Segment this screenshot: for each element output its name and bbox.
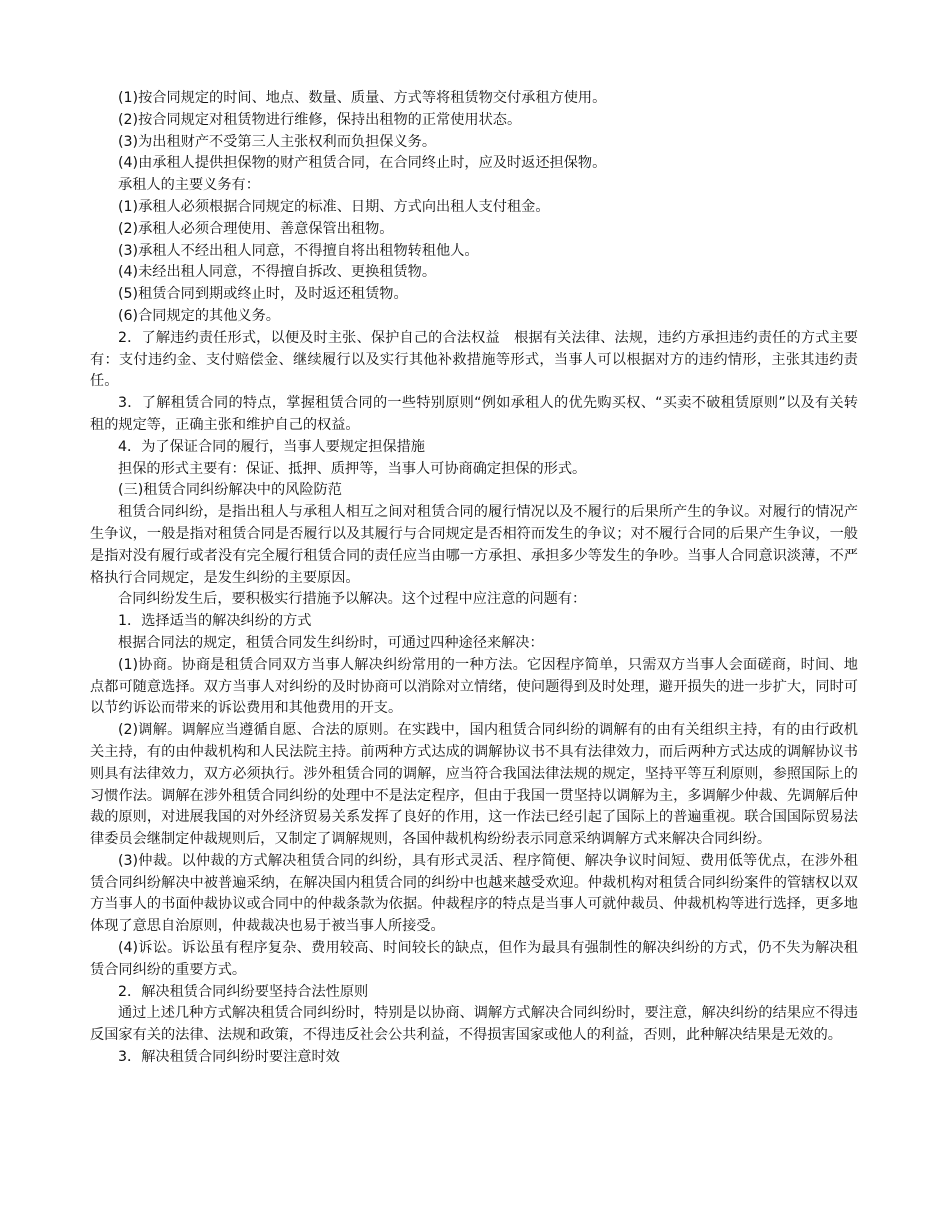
paragraph: (4)由承租人提供担保物的财产租赁合同，在合同终止时，应及时返还担保物。: [118, 155, 607, 172]
paragraph: (6)合同规定的其他义务。: [118, 307, 280, 324]
paragraph: (2)承租人必须合理使用、善意保管出租物。: [118, 220, 394, 237]
paragraph: 合同纠纷发生后，要积极实行措施予以解决。这个过程中应注意的问题有：: [118, 591, 587, 608]
paragraph: (2)调解。调解应当遵循自愿、合法的原则。在实践中，国内租赁合同纠纷的调解有的由有关组织主持，有的由行政机关主持，有的由仲裁机构和人民法院主持。前两种方式达成的调解协议书不具有法律效力，而后两种方式达成的调解协议书则具有法律效力，双方必须执行。涉外租赁合同的调解，应当符合我国法律法规的规定，坚持平等互利原则，参照国际上的习惯作法。调解在涉外租赁合同纠纷的处理中不是法定程序，但由于我国一贯坚持以调解为主，多调解少仲裁、先调解后仲裁的原则，对进展我国的对外经济贸易关系发挥了良好的作用，这一作法已经引起了国际上的普遍重视。联合国国际贸易法律委员会继制定仲裁规则后，又制定了调解规则，各国仲裁机构纷纷表示同意采纳调解方式来解决合同纠纷。: [90, 722, 858, 848]
paragraph: (1)按合同规定的时间、地点、数量、质量、方式等将租赁物交付承租方使用。: [118, 90, 607, 106]
paragraph: 承租人的主要义务有：: [118, 177, 260, 194]
paragraph: (3)承租人不经出租人同意，不得擅自将出租物转租他人。: [118, 242, 479, 259]
paragraph: 2．解决租赁合同纠纷要坚持合法性原则: [118, 983, 369, 1000]
document-body: [90, 88, 858, 1069]
paragraph: (3)仲裁。以仲裁的方式解决租赁合同的纠纷，具有形式灵活、程序简便、解决争议时间短、费用低等优点，在涉外租赁合同纠纷解决中被普遍采纳，在解决国内租赁合同的纠纷中也越来越受欢迎。仲裁机构对租赁合同纠纷案件的管辖权以双方当事人的书面仲裁协议或合同中的仲裁条款为依据。仲裁程序的特点是当事人可就仲裁员、仲裁机构等进行选择，更多地体现了意思自治原则，仲裁裁决也易于被当事人所接受。: [90, 852, 858, 935]
paragraph: 担保的形式主要有：保证、抵押、质押等，当事人可协商确定担保的形式。: [118, 460, 587, 477]
paragraph: 1．选择适当的解决纠纷的方式: [118, 613, 312, 630]
section-heading: (三)租赁合同纠纷解决中的风险防范: [118, 482, 342, 499]
paragraph: (2)按合同规定对租赁物进行维修，保持出租物的正常使用状态。: [118, 111, 522, 128]
paragraph: 2．了解违约责任形式，以便及时主张、保护自己的合法权益 根据有关法律、法规，违约方承担违约责任的方式主要有：支付违约金、支付赔偿金、继续履行以及实行其他补救措施等形式，当事人可以根据对方的违约情形，主张其违约责任。: [90, 329, 858, 390]
paragraph: (4)未经出租人同意，不得擅自拆改、更换租赁物。: [118, 264, 437, 281]
paragraph: 通过上述几种方式解决租赁合同纠纷时，特别是以协商、调解方式解决合同纠纷时，要注意，解决纠纷的结果应不得违反国家有关的法律、法规和政策，不得违反社会公共利益，不得损害国家或他人的利益，否则，此种解决结果是无效的。: [90, 1005, 858, 1044]
paragraph: (1)协商。协商是租赁合同双方当事人解决纠纷常用的一种方法。它因程序简单，只需双方当事人会面磋商，时间、地点都可随意选择。双方当事人对纠纷的及时协商可以消除对立情绪，使问题得到及时处理，避开损失的进一步扩大，同时可以节约诉讼而带来的诉讼费用和其他费用的开支。: [90, 656, 858, 717]
paragraph: 3．了解租赁合同的特点，掌握租赁合同的一些特别原则“例如承租人的优先购买权、“买卖不破租赁原则”以及有关转租的规定等，正确主张和维护自己的权益。: [90, 395, 858, 433]
paragraph: (3)为出租财产不受第三人主张权利而负担保义务。: [118, 133, 437, 150]
paragraph: (5)租赁合同到期或终止时，及时返还租赁物。: [118, 286, 408, 303]
paragraph: (4)诉讼。诉讼虽有程序复杂、费用较高、时间较长的缺点，但作为最具有强制性的解决纠纷的方式，仍不失为解决租赁合同纠纷的重要方式。: [90, 940, 858, 978]
paragraph: 根据合同法的规定，租赁合同发生纠纷时，可通过四种途径来解决：: [118, 634, 544, 651]
paragraph: 3．解决租赁合同纠纷时要注意时效: [118, 1049, 340, 1066]
paragraph: 租赁合同纠纷，是指出租人与承租人相互之间对租赁合同的履行情况以及不履行的后果所产生的争议。对履行的情况产生争议，一般是指对租赁合同是否履行以及其履行与合同规定是否相符而发生的争议；对不履行合同的后果产生争议，一般是指对没有履行或者没有完全履行租赁合同的责任应当由哪一方承担、承担多少等发生的争吵。当事人合同意识淡薄，不严格执行合同规定，是发生纠纷的主要原因。: [90, 504, 858, 586]
paragraph: 4．为了保证合同的履行，当事人要规定担保措施: [118, 438, 425, 455]
paragraph: (1)承租人必须根据合同规定的标准、日期、方式向出租人支付租金。: [118, 198, 550, 215]
